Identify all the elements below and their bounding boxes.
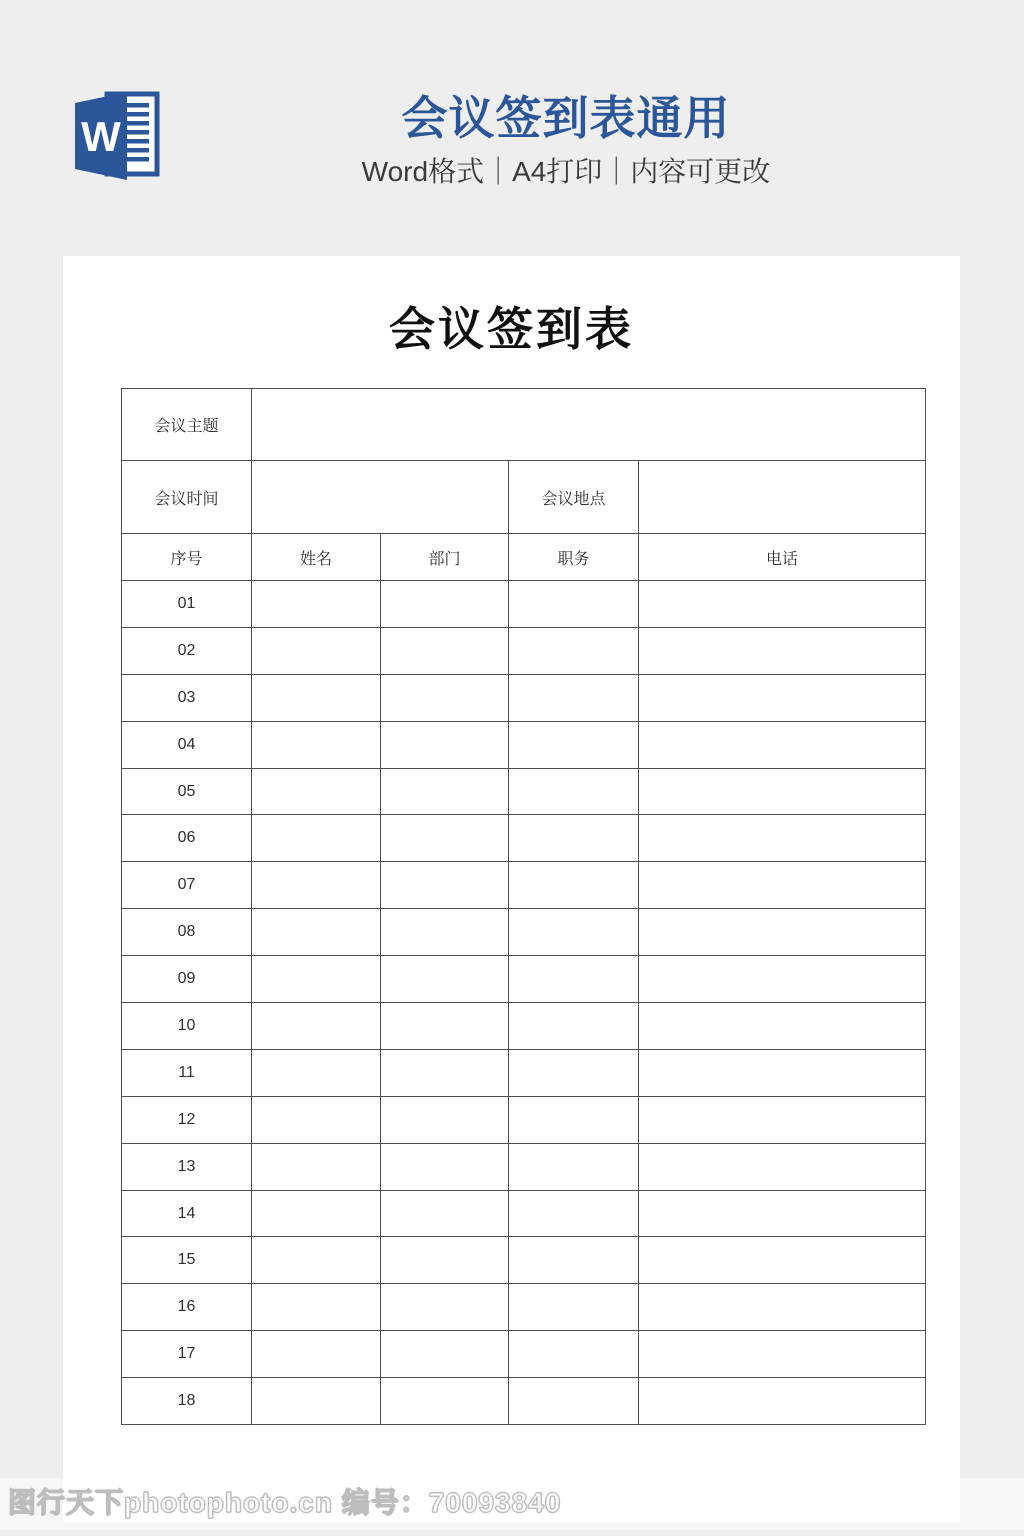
- attendee-row-number: 01: [122, 581, 252, 628]
- attendee-empty-cell: [252, 1003, 381, 1050]
- column-header-no: 序号: [122, 534, 252, 581]
- attendee-empty-cell: [509, 1096, 639, 1143]
- attendee-row-number: 13: [122, 1143, 252, 1190]
- attendee-row-number: 05: [122, 768, 252, 815]
- document-sheet: [63, 256, 960, 1522]
- attendee-row-number: 07: [122, 862, 252, 909]
- attendee-empty-cell: [509, 1003, 639, 1050]
- attendee-empty-cell: [381, 721, 509, 768]
- attendee-row: [122, 1049, 926, 1096]
- attendee-empty-cell: [509, 815, 639, 862]
- attendee-empty-cell: [252, 1284, 381, 1331]
- attendee-row: [122, 627, 926, 674]
- attendee-empty-cell: [639, 862, 926, 909]
- attendee-empty-cell: [639, 1237, 926, 1284]
- attendee-row-number: 02: [122, 627, 252, 674]
- watermark-bar: [0, 1478, 1024, 1530]
- column-header-name: 姓名: [252, 534, 381, 581]
- attendee-row-number: 17: [122, 1331, 252, 1378]
- attendee-empty-cell: [252, 1096, 381, 1143]
- attendee-empty-cell: [639, 1190, 926, 1237]
- attendee-empty-cell: [639, 721, 926, 768]
- attendee-empty-cell: [381, 627, 509, 674]
- attendee-empty-cell: [509, 1331, 639, 1378]
- column-header-phone: 电话: [639, 534, 926, 581]
- attendee-empty-cell: [381, 1190, 509, 1237]
- attendee-empty-cell: [381, 1378, 509, 1425]
- attendee-row-number: 04: [122, 721, 252, 768]
- attendee-empty-cell: [381, 1284, 509, 1331]
- attendee-empty-cell: [252, 627, 381, 674]
- document-title: 会议签到表: [389, 304, 634, 355]
- attendee-row-number: 10: [122, 1003, 252, 1050]
- attendee-empty-cell: [639, 1096, 926, 1143]
- attendee-empty-cell: [509, 956, 639, 1003]
- attendee-row: [122, 1331, 926, 1378]
- meeting-time-value: [252, 461, 509, 534]
- attendee-row: [122, 1190, 926, 1237]
- attendee-row: [122, 909, 926, 956]
- attendee-empty-cell: [639, 1003, 926, 1050]
- attendee-empty-cell: [509, 909, 639, 956]
- attendee-empty-cell: [252, 909, 381, 956]
- attendee-row-number: 14: [122, 1190, 252, 1237]
- attendee-empty-cell: [509, 674, 639, 721]
- hero-header: [0, 0, 1024, 256]
- attendee-empty-cell: [639, 1143, 926, 1190]
- attendee-row-number: 09: [122, 956, 252, 1003]
- attendee-empty-cell: [639, 1284, 926, 1331]
- attendee-empty-cell: [509, 862, 639, 909]
- hero-text-block: [0, 0, 1024, 189]
- word-icon-w-letter: W: [81, 113, 121, 160]
- meeting-subject-value: [252, 389, 926, 461]
- attendee-empty-cell: [252, 862, 381, 909]
- attendee-empty-cell: [381, 862, 509, 909]
- attendee-row-number: 15: [122, 1237, 252, 1284]
- attendee-empty-cell: [509, 721, 639, 768]
- attendee-row-number: 11: [122, 1049, 252, 1096]
- attendee-empty-cell: [252, 956, 381, 1003]
- attendee-row: [122, 1237, 926, 1284]
- attendee-row: [122, 721, 926, 768]
- attendee-empty-cell: [509, 768, 639, 815]
- attendee-row-number: 03: [122, 674, 252, 721]
- attendee-empty-cell: [252, 1049, 381, 1096]
- attendee-row-number: 16: [122, 1284, 252, 1331]
- meeting-subject-row: [122, 389, 926, 461]
- attendee-row: [122, 674, 926, 721]
- attendee-row: [122, 1143, 926, 1190]
- attendee-empty-cell: [381, 1143, 509, 1190]
- attendee-empty-cell: [639, 1378, 926, 1425]
- attendee-empty-cell: [252, 721, 381, 768]
- attendee-empty-cell: [639, 909, 926, 956]
- attendee-empty-cell: [252, 768, 381, 815]
- watermark-text: 图行天下photophoto.cn 编号：70093840: [8, 1487, 562, 1518]
- attendee-empty-cell: [252, 1143, 381, 1190]
- attendee-row-number: 06: [122, 815, 252, 862]
- meeting-time-location-row: [122, 461, 926, 534]
- attendee-empty-cell: [509, 1237, 639, 1284]
- attendee-empty-cell: [252, 674, 381, 721]
- attendee-empty-cell: [381, 768, 509, 815]
- meeting-location-value: [639, 461, 926, 534]
- signin-table: [121, 388, 926, 1425]
- attendee-empty-cell: [252, 1378, 381, 1425]
- attendee-row: [122, 1096, 926, 1143]
- attendee-row: [122, 1284, 926, 1331]
- attendee-empty-cell: [252, 581, 381, 628]
- template-title: 会议签到表通用: [401, 92, 731, 144]
- attendee-empty-cell: [639, 627, 926, 674]
- attendee-empty-cell: [639, 956, 926, 1003]
- attendee-empty-cell: [381, 1331, 509, 1378]
- attendee-empty-cell: [639, 581, 926, 628]
- attendee-empty-cell: [509, 627, 639, 674]
- attendee-row: [122, 956, 926, 1003]
- attendee-row: [122, 1003, 926, 1050]
- attendee-empty-cell: [509, 1190, 639, 1237]
- meeting-location-label: 会议地点: [509, 461, 639, 534]
- attendee-empty-cell: [639, 815, 926, 862]
- attendee-empty-cell: [639, 1049, 926, 1096]
- attendee-empty-cell: [509, 1378, 639, 1425]
- attendee-empty-cell: [381, 581, 509, 628]
- attendee-empty-cell: [381, 1096, 509, 1143]
- attendee-row: [122, 815, 926, 862]
- attendee-empty-cell: [381, 1049, 509, 1096]
- attendee-row: [122, 862, 926, 909]
- attendee-empty-cell: [509, 1143, 639, 1190]
- template-subtitle: Word格式｜A4打印｜内容可更改: [361, 156, 771, 187]
- attendee-empty-cell: [381, 1003, 509, 1050]
- attendee-row-number: 08: [122, 909, 252, 956]
- attendee-row: [122, 768, 926, 815]
- attendee-empty-cell: [639, 768, 926, 815]
- meeting-subject-label: 会议主题: [122, 389, 252, 461]
- column-header-department: 部门: [381, 534, 509, 581]
- attendee-empty-cell: [509, 1284, 639, 1331]
- attendee-empty-cell: [509, 581, 639, 628]
- attendee-empty-cell: [252, 815, 381, 862]
- attendee-empty-cell: [381, 956, 509, 1003]
- attendee-row: [122, 581, 926, 628]
- attendee-empty-cell: [381, 674, 509, 721]
- table-header-row: [122, 534, 926, 581]
- attendee-row: [122, 1378, 926, 1425]
- attendee-empty-cell: [252, 1190, 381, 1237]
- attendee-row-number: 18: [122, 1378, 252, 1425]
- attendee-empty-cell: [381, 815, 509, 862]
- attendee-empty-cell: [639, 1331, 926, 1378]
- meeting-time-label: 会议时间: [122, 461, 252, 534]
- attendee-empty-cell: [639, 674, 926, 721]
- attendee-empty-cell: [381, 1237, 509, 1284]
- column-header-position: 职务: [509, 534, 639, 581]
- attendee-empty-cell: [381, 909, 509, 956]
- attendee-empty-cell: [509, 1049, 639, 1096]
- attendee-empty-cell: [252, 1237, 381, 1284]
- attendee-row-number: 12: [122, 1096, 252, 1143]
- attendee-empty-cell: [252, 1331, 381, 1378]
